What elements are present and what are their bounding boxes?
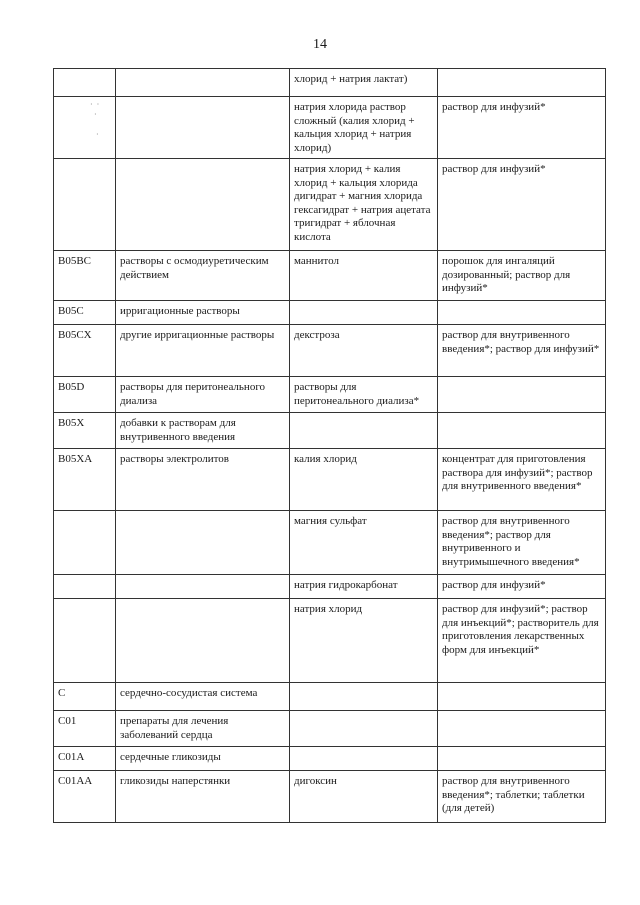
drug-name-cell: магния сульфат [290,511,438,575]
atc-group-cell [116,69,290,97]
dosage-form-cell: раствор для внутривенного введения*; таблетки; таблетки (для детей) [438,771,606,823]
table-row [54,325,606,377]
dosage-form-cell [438,683,606,711]
scan-speck: · · · · [90,100,100,139]
atc-code-cell: C01 [54,711,116,747]
table-row [54,69,606,97]
drug-name-cell: калия хлорид [290,449,438,511]
dosage-form-cell: раствор для инфузий* [438,159,606,251]
drug-name-cell: растворы для перитонеального диализа* [290,377,438,413]
atc-code-cell [54,599,116,683]
drug-name-cell: натрия хлорид + калия хлорид + кальция хлорида дигидрат + магния хлорида гексагидрат + натрия ацетата тригидрат + яблочная кислота [290,159,438,251]
dosage-form-cell: раствор для инфузий*; раствор для инъекций*; растворитель для приготовления лекарственных форм для инъекций* [438,599,606,683]
dosage-form-cell: раствор для внутривенного введения*; раствор для инфузий* [438,325,606,377]
atc-code-cell [54,575,116,599]
drug-name-cell [290,301,438,325]
atc-group-cell: растворы электролитов [116,449,290,511]
drug-name-cell [290,413,438,449]
drug-name-cell [290,747,438,771]
atc-code-cell [54,159,116,251]
dosage-form-cell [438,711,606,747]
atc-code-cell: B05D [54,377,116,413]
atc-group-cell: гликозиды наперстянки [116,771,290,823]
table-row [54,511,606,575]
atc-code-cell: B05X [54,413,116,449]
atc-group-cell [116,511,290,575]
atc-code-cell: C01AA [54,771,116,823]
atc-code-cell [54,69,116,97]
table-row [54,711,606,747]
table-row [54,251,606,301]
atc-code-cell: C [54,683,116,711]
atc-code-cell: B05C [54,301,116,325]
atc-group-cell: ирригационные растворы [116,301,290,325]
dosage-form-cell [438,69,606,97]
dosage-form-cell [438,413,606,449]
atc-code-cell: C01A [54,747,116,771]
table-row [54,301,606,325]
atc-code-cell [54,97,116,159]
table-row [54,771,606,823]
table-row [54,683,606,711]
table-row [54,449,606,511]
atc-code-cell: B05BC [54,251,116,301]
drug-name-cell: натрия хлорид [290,599,438,683]
drug-classification-table [53,68,606,823]
atc-group-cell [116,575,290,599]
dosage-form-cell: раствор для инфузий* [438,575,606,599]
dosage-form-cell: концентрат для приготовления раствора для инфузий*; раствор для внутривенного введения* [438,449,606,511]
atc-group-cell: растворы для перитонеального диализа [116,377,290,413]
dosage-form-cell [438,377,606,413]
drug-name-cell: хлорид + натрия лактат) [290,69,438,97]
atc-code-cell: B05CX [54,325,116,377]
table-row [54,599,606,683]
drug-name-cell: дигоксин [290,771,438,823]
table-row [54,159,606,251]
atc-group-cell: растворы с осмодиуретическим действием [116,251,290,301]
drug-name-cell: маннитол [290,251,438,301]
atc-group-cell: сердечно-сосудистая система [116,683,290,711]
dosage-form-cell: раствор для инфузий* [438,97,606,159]
dosage-form-cell: раствор для внутривенного введения*; раствор для внутривенного и внутримышечного введения* [438,511,606,575]
drug-name-cell: декстроза [290,325,438,377]
drug-name-cell: натрия гидрокарбонат [290,575,438,599]
drug-name-cell: натрия хлорида раствор сложный (калия хлорид + кальция хлорид + натрия хлорид) [290,97,438,159]
atc-group-cell: добавки к растворам для внутривенного введения [116,413,290,449]
table-row [54,413,606,449]
atc-code-cell: B05XA [54,449,116,511]
page-number: 14 [313,37,327,52]
atc-group-cell: препараты для лечения заболеваний сердца [116,711,290,747]
table-row [54,575,606,599]
dosage-form-cell [438,301,606,325]
drug-name-cell [290,683,438,711]
atc-group-cell [116,97,290,159]
table-row [54,377,606,413]
table-row [54,97,606,159]
dosage-form-cell: порошок для ингаляций дозированный; раствор для инфузий* [438,251,606,301]
atc-group-cell: сердечные гликозиды [116,747,290,771]
atc-group-cell [116,599,290,683]
atc-group-cell: другие ирригационные растворы [116,325,290,377]
atc-group-cell [116,159,290,251]
atc-code-cell [54,511,116,575]
drug-name-cell [290,711,438,747]
table-row [54,747,606,771]
dosage-form-cell [438,747,606,771]
